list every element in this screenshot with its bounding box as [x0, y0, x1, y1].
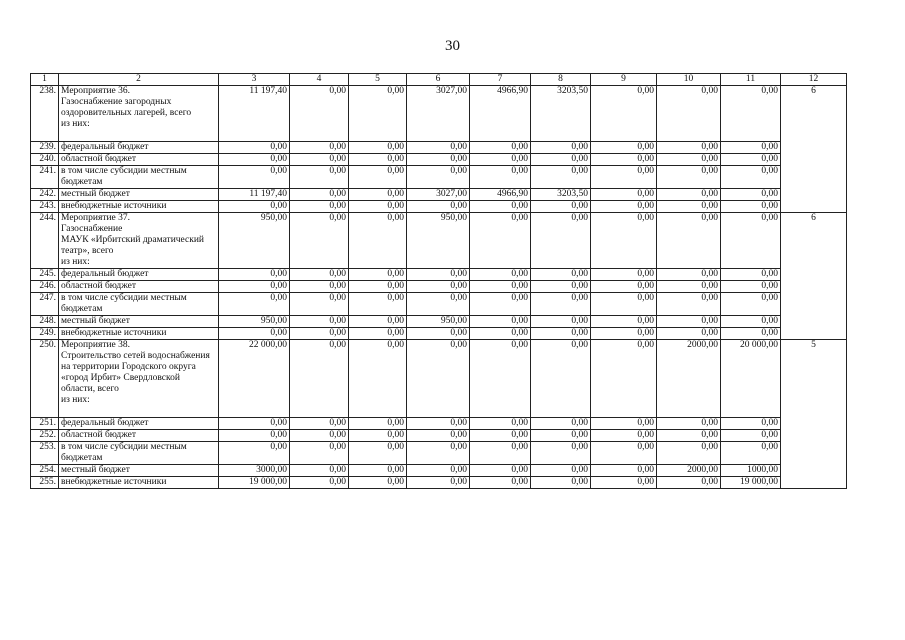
value-cell-col-11: 0,00	[721, 418, 781, 430]
value-cell-col-5: 0,00	[349, 442, 407, 465]
value-cell-col-9: 0,00	[591, 213, 657, 269]
column-header-8: 8	[531, 74, 591, 86]
value-cell-col-11: 0,00	[721, 281, 781, 293]
value-cell-col-8: 0,00	[531, 281, 591, 293]
value-cell-col-8: 0,00	[531, 154, 591, 166]
table-row	[31, 293, 847, 316]
table-row	[31, 269, 847, 281]
table-row	[31, 430, 847, 442]
value-cell-col-8: 0,00	[531, 201, 591, 213]
value-cell-col-7: 4966,90	[470, 86, 531, 142]
table-row	[31, 189, 847, 201]
value-cell-col-9: 0,00	[591, 418, 657, 430]
row-label: в том числе субсидии местным бюджетам	[59, 442, 219, 465]
value-cell-col-5: 0,00	[349, 477, 407, 489]
value-cell-col-11: 0,00	[721, 316, 781, 328]
row-label: областной бюджет	[59, 430, 219, 442]
value-cell-col-6: 0,00	[407, 340, 470, 418]
value-cell-col-6: 3027,00	[407, 86, 470, 142]
value-cell-col-6: 0,00	[407, 166, 470, 189]
value-cell-col-5: 0,00	[349, 189, 407, 201]
value-cell-col-10: 0,00	[657, 166, 721, 189]
value-cell-col-6: 0,00	[407, 328, 470, 340]
value-cell-col-5: 0,00	[349, 142, 407, 154]
value-cell-col-8: 0,00	[531, 142, 591, 154]
value-cell-col-10: 2000,00	[657, 340, 721, 418]
row-label: местный бюджет	[59, 189, 219, 201]
row-number: 246.	[31, 281, 59, 293]
value-cell-col-5: 0,00	[349, 154, 407, 166]
value-cell-col-4: 0,00	[290, 465, 349, 477]
value-cell-col-8: 0,00	[531, 477, 591, 489]
value-cell-col-10: 0,00	[657, 154, 721, 166]
value-cell-col-10: 0,00	[657, 86, 721, 142]
table-row	[31, 328, 847, 340]
row-label: в том числе субсидии местным бюджетам	[59, 166, 219, 189]
value-cell-col-6: 950,00	[407, 213, 470, 269]
value-cell-col-3: 11 197,40	[219, 189, 290, 201]
value-cell-col-3: 0,00	[219, 418, 290, 430]
value-cell-col-9: 0,00	[591, 269, 657, 281]
row-number: 251.	[31, 418, 59, 430]
value-cell-col-5: 0,00	[349, 269, 407, 281]
value-cell-col-7: 0,00	[470, 269, 531, 281]
column-header-5: 5	[349, 74, 407, 86]
value-cell-col-8: 0,00	[531, 328, 591, 340]
value-cell-col-4: 0,00	[290, 281, 349, 293]
value-cell-col-7: 0,00	[470, 166, 531, 189]
table-row	[31, 86, 847, 142]
value-cell-col-7: 0,00	[470, 430, 531, 442]
value-cell-col-3: 0,00	[219, 154, 290, 166]
value-cell-col-7: 0,00	[470, 293, 531, 316]
value-cell-col-10: 0,00	[657, 201, 721, 213]
row-label: внебюджетные источники	[59, 328, 219, 340]
row-number: 245.	[31, 269, 59, 281]
page-number: 30	[445, 38, 460, 54]
value-cell-col-4: 0,00	[290, 477, 349, 489]
value-cell-col-6: 0,00	[407, 154, 470, 166]
target-indicator-cell: 6	[781, 213, 847, 340]
value-cell-col-7: 4966,90	[470, 189, 531, 201]
value-cell-col-11: 0,00	[721, 328, 781, 340]
value-cell-col-11: 0,00	[721, 166, 781, 189]
value-cell-col-9: 0,00	[591, 189, 657, 201]
row-label: федеральный бюджет	[59, 142, 219, 154]
value-cell-col-8: 3203,50	[531, 189, 591, 201]
row-number: 242.	[31, 189, 59, 201]
table-row	[31, 477, 847, 489]
column-header-3: 3	[219, 74, 290, 86]
value-cell-col-6: 0,00	[407, 477, 470, 489]
value-cell-col-10: 0,00	[657, 142, 721, 154]
row-label: внебюджетные источники	[59, 477, 219, 489]
row-label: местный бюджет	[59, 465, 219, 477]
value-cell-col-4: 0,00	[290, 328, 349, 340]
value-cell-col-3: 950,00	[219, 213, 290, 269]
column-header-12: 12	[781, 74, 847, 86]
value-cell-col-10: 0,00	[657, 430, 721, 442]
value-cell-col-4: 0,00	[290, 430, 349, 442]
value-cell-col-6: 3027,00	[407, 189, 470, 201]
value-cell-col-9: 0,00	[591, 442, 657, 465]
value-cell-col-10: 0,00	[657, 442, 721, 465]
value-cell-col-7: 0,00	[470, 340, 531, 418]
value-cell-col-8: 0,00	[531, 213, 591, 269]
value-cell-col-10: 0,00	[657, 328, 721, 340]
value-cell-col-8: 0,00	[531, 430, 591, 442]
table-row	[31, 465, 847, 477]
value-cell-col-11: 0,00	[721, 154, 781, 166]
value-cell-col-4: 0,00	[290, 418, 349, 430]
table-row	[31, 166, 847, 189]
value-cell-col-8: 0,00	[531, 465, 591, 477]
target-indicator-cell: 5	[781, 340, 847, 489]
column-header-1: 1	[31, 74, 59, 86]
value-cell-col-5: 0,00	[349, 316, 407, 328]
row-number: 247.	[31, 293, 59, 316]
column-header-10: 10	[657, 74, 721, 86]
value-cell-col-11: 1000,00	[721, 465, 781, 477]
value-cell-col-5: 0,00	[349, 86, 407, 142]
value-cell-col-8: 0,00	[531, 166, 591, 189]
row-label: федеральный бюджет	[59, 418, 219, 430]
column-header-2: 2	[59, 74, 219, 86]
table-row	[31, 316, 847, 328]
value-cell-col-11: 0,00	[721, 86, 781, 142]
value-cell-col-7: 0,00	[470, 213, 531, 269]
value-cell-col-9: 0,00	[591, 166, 657, 189]
value-cell-col-3: 0,00	[219, 442, 290, 465]
row-number: 253.	[31, 442, 59, 465]
value-cell-col-9: 0,00	[591, 430, 657, 442]
column-header-4: 4	[290, 74, 349, 86]
value-cell-col-6: 0,00	[407, 293, 470, 316]
value-cell-col-9: 0,00	[591, 328, 657, 340]
column-header-9: 9	[591, 74, 657, 86]
value-cell-col-4: 0,00	[290, 340, 349, 418]
value-cell-col-8: 0,00	[531, 293, 591, 316]
value-cell-col-6: 0,00	[407, 442, 470, 465]
row-label: федеральный бюджет	[59, 269, 219, 281]
row-label: внебюджетные источники	[59, 201, 219, 213]
value-cell-col-3: 3000,00	[219, 465, 290, 477]
value-cell-col-7: 0,00	[470, 201, 531, 213]
value-cell-col-8: 0,00	[531, 418, 591, 430]
value-cell-col-5: 0,00	[349, 430, 407, 442]
table-row	[31, 281, 847, 293]
value-cell-col-9: 0,00	[591, 154, 657, 166]
value-cell-col-11: 0,00	[721, 293, 781, 316]
row-number: 250.	[31, 340, 59, 418]
value-cell-col-6: 950,00	[407, 316, 470, 328]
value-cell-col-7: 0,00	[470, 281, 531, 293]
value-cell-col-7: 0,00	[470, 142, 531, 154]
value-cell-col-6: 0,00	[407, 201, 470, 213]
value-cell-col-4: 0,00	[290, 142, 349, 154]
column-header-7: 7	[470, 74, 531, 86]
table-row	[31, 418, 847, 430]
value-cell-col-9: 0,00	[591, 340, 657, 418]
value-cell-col-8: 0,00	[531, 442, 591, 465]
row-number: 252.	[31, 430, 59, 442]
target-indicator-cell: 6	[781, 86, 847, 213]
value-cell-col-5: 0,00	[349, 166, 407, 189]
value-cell-col-3: 0,00	[219, 293, 290, 316]
value-cell-col-5: 0,00	[349, 340, 407, 418]
value-cell-col-9: 0,00	[591, 201, 657, 213]
value-cell-col-6: 0,00	[407, 465, 470, 477]
row-number: 248.	[31, 316, 59, 328]
value-cell-col-10: 0,00	[657, 293, 721, 316]
value-cell-col-11: 0,00	[721, 189, 781, 201]
value-cell-col-11: 0,00	[721, 430, 781, 442]
value-cell-col-7: 0,00	[470, 154, 531, 166]
column-header-11: 11	[721, 74, 781, 86]
value-cell-col-4: 0,00	[290, 293, 349, 316]
row-number: 239.	[31, 142, 59, 154]
value-cell-col-11: 0,00	[721, 142, 781, 154]
value-cell-col-5: 0,00	[349, 201, 407, 213]
value-cell-col-8: 0,00	[531, 340, 591, 418]
value-cell-col-11: 19 000,00	[721, 477, 781, 489]
value-cell-col-9: 0,00	[591, 281, 657, 293]
value-cell-col-5: 0,00	[349, 293, 407, 316]
value-cell-col-11: 0,00	[721, 269, 781, 281]
row-number: 243.	[31, 201, 59, 213]
value-cell-col-4: 0,00	[290, 269, 349, 281]
value-cell-col-11: 0,00	[721, 442, 781, 465]
value-cell-col-10: 2000,00	[657, 465, 721, 477]
value-cell-col-3: 11 197,40	[219, 86, 290, 142]
row-number: 255.	[31, 477, 59, 489]
value-cell-col-7: 0,00	[470, 418, 531, 430]
value-cell-col-5: 0,00	[349, 328, 407, 340]
table-row	[31, 213, 847, 269]
value-cell-col-5: 0,00	[349, 281, 407, 293]
table-row	[31, 340, 847, 418]
value-cell-col-3: 0,00	[219, 166, 290, 189]
table-row	[31, 154, 847, 166]
value-cell-col-10: 0,00	[657, 316, 721, 328]
row-number: 244.	[31, 213, 59, 269]
value-cell-col-7: 0,00	[470, 442, 531, 465]
value-cell-col-4: 0,00	[290, 166, 349, 189]
column-header-6: 6	[407, 74, 470, 86]
value-cell-col-9: 0,00	[591, 477, 657, 489]
value-cell-col-11: 20 000,00	[721, 340, 781, 418]
value-cell-col-10: 0,00	[657, 269, 721, 281]
value-cell-col-6: 0,00	[407, 281, 470, 293]
value-cell-col-8: 0,00	[531, 269, 591, 281]
value-cell-col-9: 0,00	[591, 86, 657, 142]
value-cell-col-9: 0,00	[591, 293, 657, 316]
value-cell-col-10: 0,00	[657, 477, 721, 489]
value-cell-col-6: 0,00	[407, 418, 470, 430]
value-cell-col-4: 0,00	[290, 86, 349, 142]
row-label: Мероприятие 38. Строительство сетей водоснабжения на территории Городского округа «город Ирбит» Свердловской области, всего из них:	[59, 340, 219, 418]
value-cell-col-4: 0,00	[290, 189, 349, 201]
table-row	[31, 142, 847, 154]
value-cell-col-11: 0,00	[721, 201, 781, 213]
value-cell-col-5: 0,00	[349, 418, 407, 430]
value-cell-col-10: 0,00	[657, 418, 721, 430]
value-cell-col-4: 0,00	[290, 154, 349, 166]
value-cell-col-8: 3203,50	[531, 86, 591, 142]
value-cell-col-4: 0,00	[290, 316, 349, 328]
value-cell-col-8: 0,00	[531, 316, 591, 328]
value-cell-col-10: 0,00	[657, 189, 721, 201]
row-number: 249.	[31, 328, 59, 340]
value-cell-col-7: 0,00	[470, 328, 531, 340]
value-cell-col-3: 0,00	[219, 328, 290, 340]
row-label: областной бюджет	[59, 281, 219, 293]
value-cell-col-6: 0,00	[407, 430, 470, 442]
value-cell-col-9: 0,00	[591, 316, 657, 328]
table-header-row	[31, 74, 847, 86]
budget-table	[30, 73, 847, 489]
row-label: Мероприятие 36. Газоснабжение загородных оздоровительных лагерей, всего из них:	[59, 86, 219, 142]
value-cell-col-7: 0,00	[470, 465, 531, 477]
value-cell-col-9: 0,00	[591, 465, 657, 477]
value-cell-col-4: 0,00	[290, 201, 349, 213]
value-cell-col-7: 0,00	[470, 316, 531, 328]
value-cell-col-4: 0,00	[290, 213, 349, 269]
row-label: местный бюджет	[59, 316, 219, 328]
value-cell-col-3: 0,00	[219, 142, 290, 154]
value-cell-col-3: 0,00	[219, 430, 290, 442]
value-cell-col-9: 0,00	[591, 142, 657, 154]
value-cell-col-5: 0,00	[349, 213, 407, 269]
row-number: 241.	[31, 166, 59, 189]
value-cell-col-10: 0,00	[657, 281, 721, 293]
row-number: 238.	[31, 86, 59, 142]
row-number: 254.	[31, 465, 59, 477]
value-cell-col-5: 0,00	[349, 465, 407, 477]
value-cell-col-4: 0,00	[290, 442, 349, 465]
value-cell-col-3: 950,00	[219, 316, 290, 328]
value-cell-col-3: 22 000,00	[219, 340, 290, 418]
value-cell-col-7: 0,00	[470, 477, 531, 489]
value-cell-col-6: 0,00	[407, 269, 470, 281]
value-cell-col-10: 0,00	[657, 213, 721, 269]
table-row	[31, 201, 847, 213]
value-cell-col-11: 0,00	[721, 213, 781, 269]
row-number: 240.	[31, 154, 59, 166]
value-cell-col-3: 0,00	[219, 201, 290, 213]
value-cell-col-3: 19 000,00	[219, 477, 290, 489]
row-label: областной бюджет	[59, 154, 219, 166]
value-cell-col-3: 0,00	[219, 269, 290, 281]
table-row	[31, 442, 847, 465]
value-cell-col-6: 0,00	[407, 142, 470, 154]
value-cell-col-3: 0,00	[219, 281, 290, 293]
row-label: в том числе субсидии местным бюджетам	[59, 293, 219, 316]
row-label: Мероприятие 37. Газоснабжение МАУК «Ирбитский драматический театр», всего из них:	[59, 213, 219, 269]
